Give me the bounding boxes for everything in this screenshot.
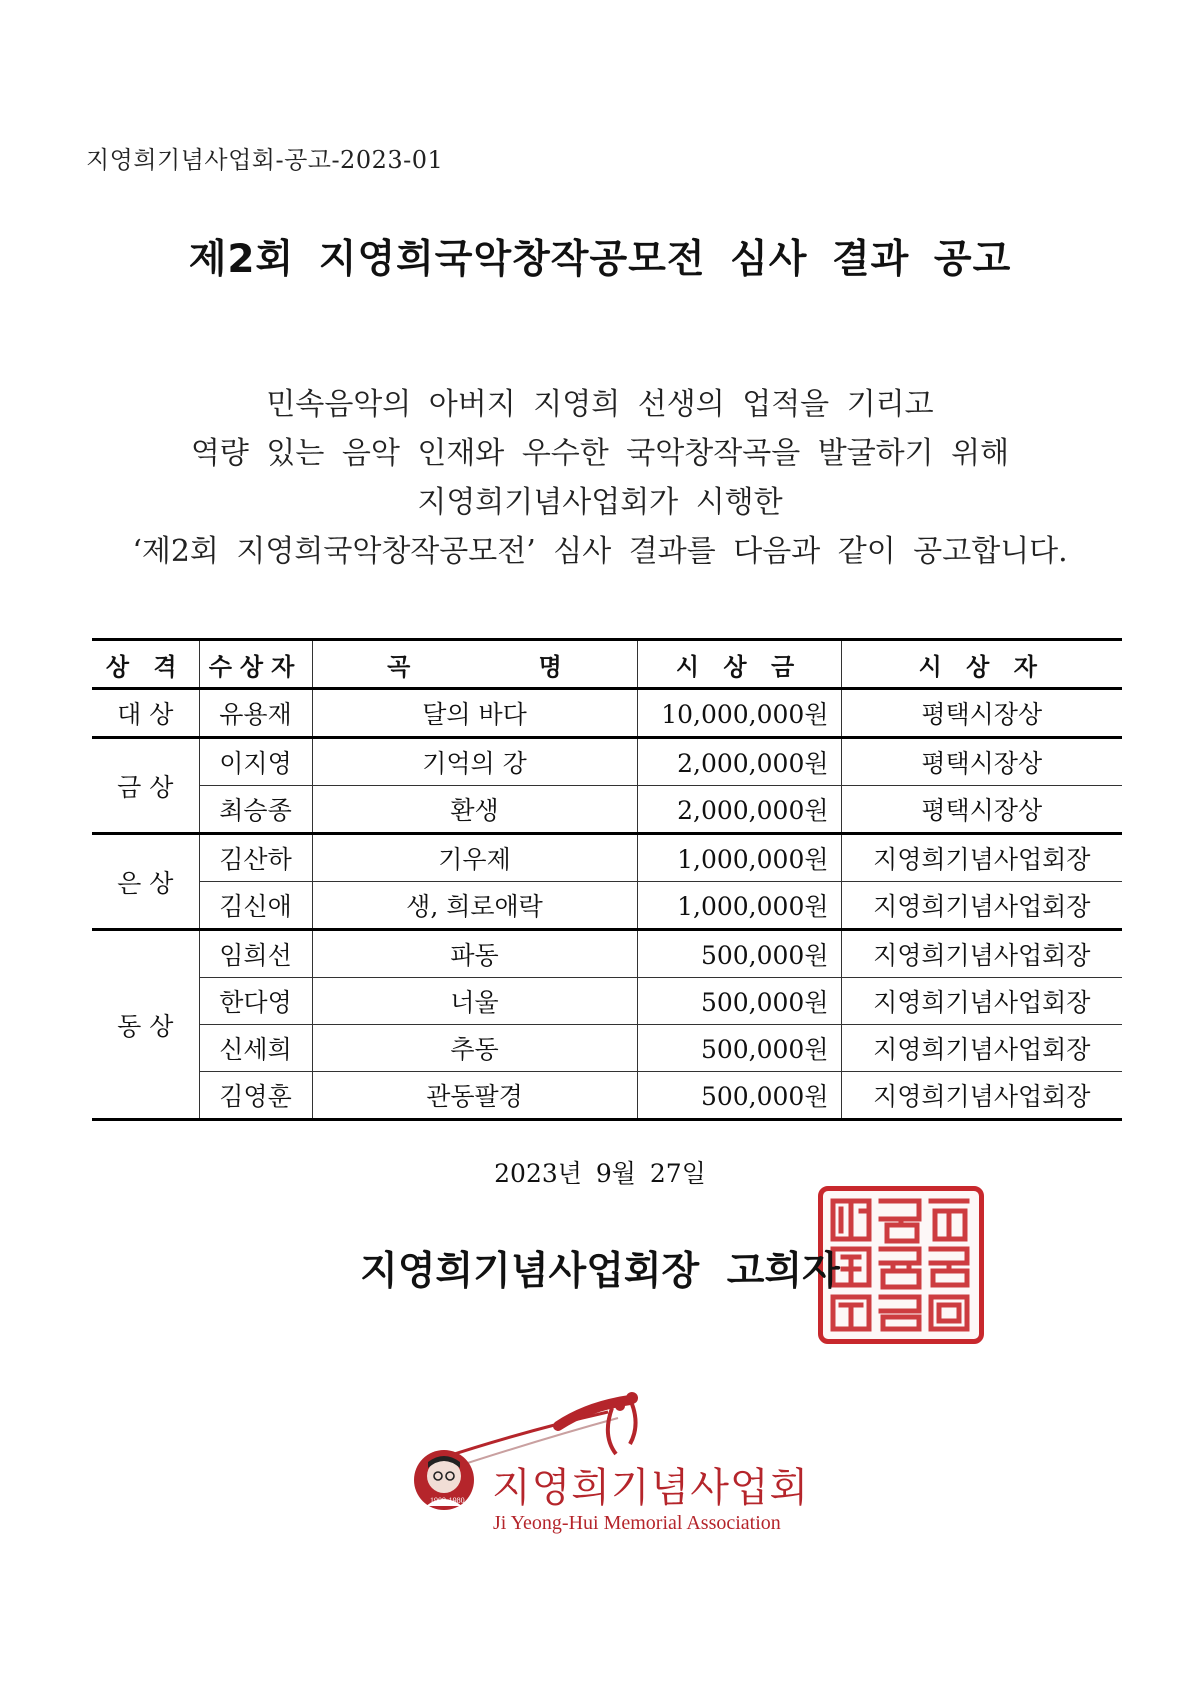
- award-giver: 지영희기념사업회장: [841, 978, 1122, 1025]
- winner-name: 이지영: [199, 738, 312, 786]
- piece-title: 파동: [312, 930, 637, 978]
- award-group-bronze: [92, 930, 1122, 1120]
- announcement-date: 2023년 9월 27일: [494, 1159, 706, 1188]
- intro-line: 역량 있는 음악 인재와 우수한 국악창작곡을 발굴하기 위해: [190, 436, 1010, 471]
- award-giver: 지영희기념사업회장: [841, 930, 1122, 978]
- logo-name-english: Ji Yeong-Hui Memorial Association: [493, 1512, 781, 1534]
- award-group-gold: [92, 738, 1122, 834]
- signer-name: 지영희기념사업회장 고희자: [360, 1249, 840, 1294]
- portrait-years: 1909-1980: [430, 1496, 465, 1505]
- header-winner: 수상자: [199, 640, 312, 689]
- table-row: [92, 1072, 1122, 1120]
- award-group-grand: [92, 689, 1122, 738]
- winner-name: 임희선: [199, 930, 312, 978]
- award-grade: 금 상: [92, 738, 199, 834]
- award-giver: 평택시장상: [841, 738, 1122, 786]
- header-giver: 시 상 자: [841, 640, 1122, 689]
- winner-name: 신세희: [199, 1025, 312, 1072]
- document-title: 제2회 지영희국악창작공모전 심사 결과 공고: [188, 237, 1012, 282]
- piece-title: 기억의 강: [312, 738, 637, 786]
- logo-name-korean: 지영희기념사업회: [492, 1465, 810, 1511]
- winner-name: 김신애: [199, 882, 312, 930]
- winner-name: 김산하: [199, 834, 312, 882]
- prize-amount: 2,000,000원: [637, 738, 841, 786]
- intro-line: 민속음악의 아버지 지영희 선생의 업적을 기리고: [266, 387, 934, 422]
- piece-title: 달의 바다: [312, 689, 637, 738]
- prize-amount: 1,000,000원: [637, 834, 841, 882]
- header-piece: 곡 명: [312, 640, 637, 689]
- table-row: [92, 738, 1122, 786]
- table-row: [92, 834, 1122, 882]
- award-giver: 지영희기념사업회장: [841, 1025, 1122, 1072]
- piece-title: 기우제: [312, 834, 637, 882]
- prize-amount: 500,000원: [637, 930, 841, 978]
- award-giver: 지영희기념사업회장: [841, 834, 1122, 882]
- prize-amount: 2,000,000원: [637, 786, 841, 834]
- piece-title: 관동팔경: [312, 1072, 637, 1120]
- winner-name: 유용재: [199, 689, 312, 738]
- winner-name: 최승종: [199, 786, 312, 834]
- table-row: [92, 978, 1122, 1025]
- winner-name: 김영훈: [199, 1072, 312, 1120]
- prize-amount: 1,000,000원: [637, 882, 841, 930]
- award-giver: 지영희기념사업회장: [841, 882, 1122, 930]
- winner-name: 한다영: [199, 978, 312, 1025]
- piece-title: 너울: [312, 978, 637, 1025]
- prize-amount: 500,000원: [637, 1025, 841, 1072]
- prize-amount: 10,000,000원: [637, 689, 841, 738]
- intro-line: ‘제2회 지영희국악창작공모전’ 심사 결과를 다음과 같이 공고합니다.: [132, 534, 1068, 569]
- document-number: 지영희기념사업회-공고-2023-01: [86, 146, 444, 174]
- piece-title: 생, 희로애락: [312, 882, 637, 930]
- awards-table: [92, 638, 1122, 1121]
- intro-line: 지영희기념사업회가 시행한: [417, 485, 783, 520]
- award-grade: 동 상: [92, 930, 199, 1120]
- piece-title: 추동: [312, 1025, 637, 1072]
- award-group-silver: [92, 834, 1122, 930]
- award-giver: 평택시장상: [841, 786, 1122, 834]
- award-giver: 지영희기념사업회장: [841, 1072, 1122, 1120]
- table-row: [92, 786, 1122, 834]
- table-header-row: [92, 640, 1122, 689]
- header-grade: 상 격: [92, 640, 199, 689]
- prize-amount: 500,000원: [637, 1072, 841, 1120]
- table-row: [92, 689, 1122, 738]
- award-giver: 평택시장상: [841, 689, 1122, 738]
- award-grade: 대 상: [92, 689, 199, 738]
- award-grade: 은 상: [92, 834, 199, 930]
- table-row: [92, 1025, 1122, 1072]
- prize-amount: 500,000원: [637, 978, 841, 1025]
- piece-title: 환생: [312, 786, 637, 834]
- header-prize: 시 상 금: [637, 640, 841, 689]
- table-row: [92, 930, 1122, 978]
- intro-paragraph: [0, 380, 1200, 576]
- table-row: [92, 882, 1122, 930]
